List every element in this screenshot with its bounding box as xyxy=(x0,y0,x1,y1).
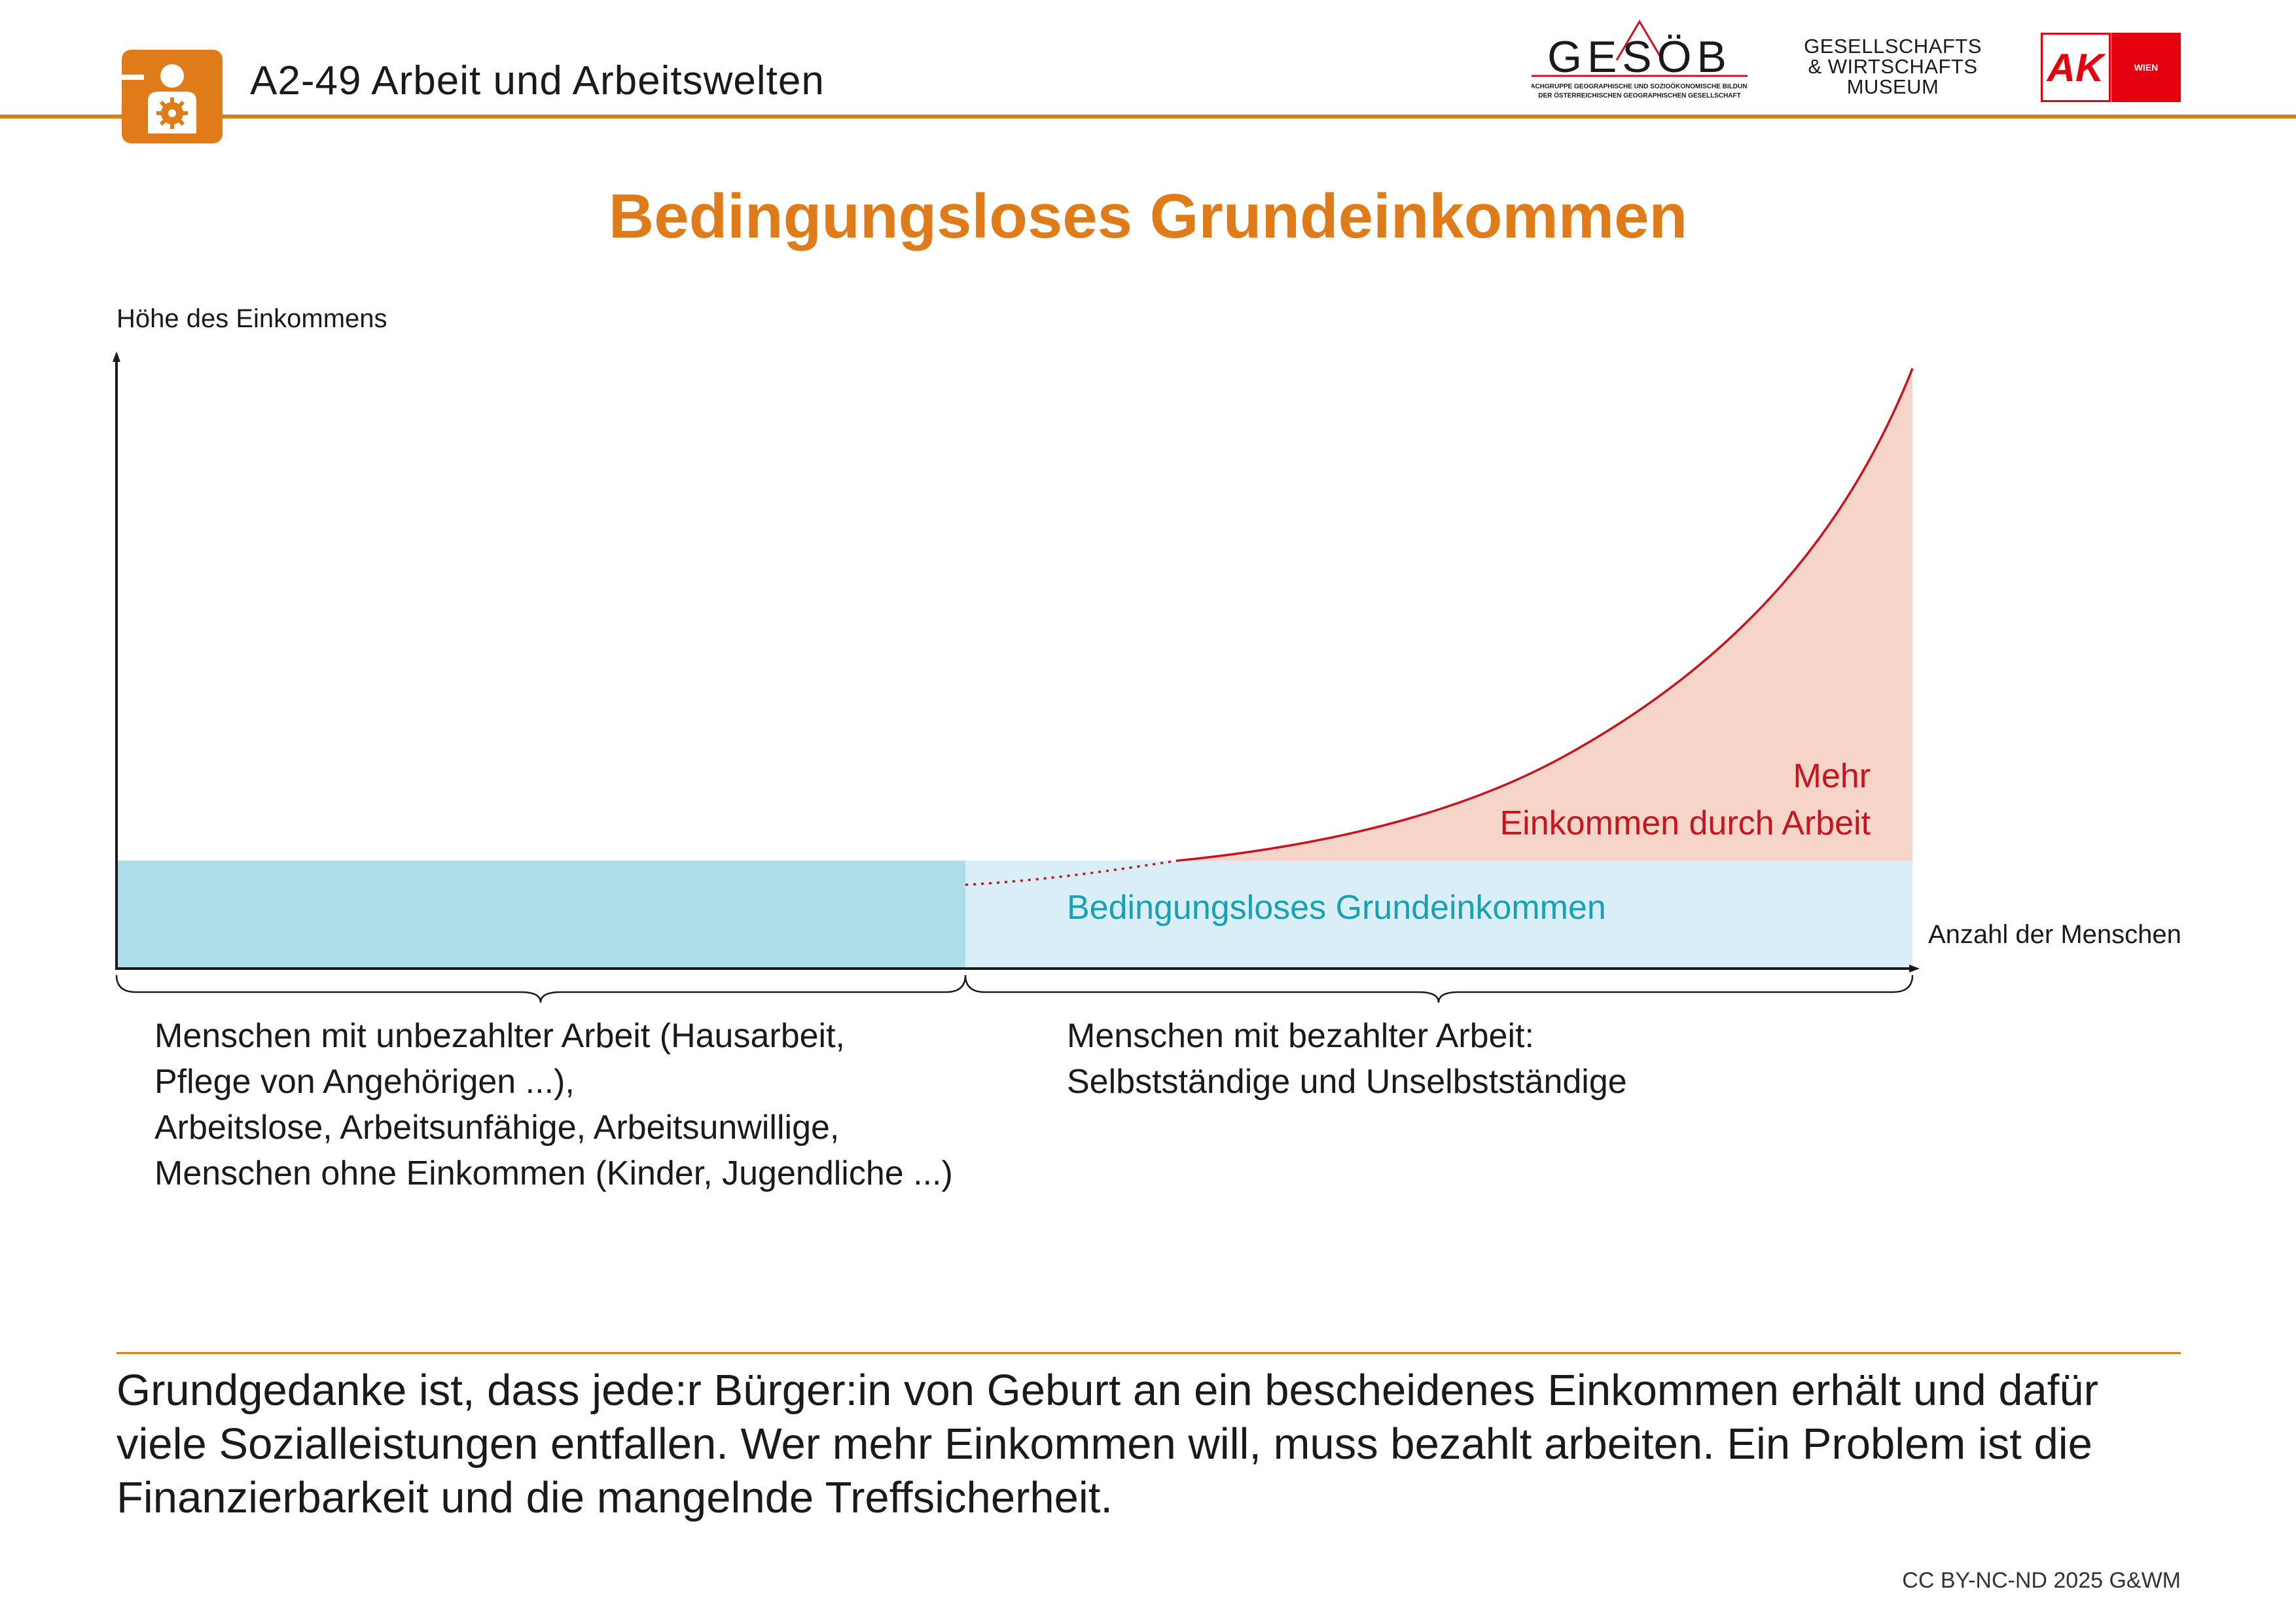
y-axis-label: Höhe des Einkommens xyxy=(117,304,387,333)
group-unpaid-line2: Pflege von Angehörigen ...), xyxy=(154,1063,575,1101)
brace-unpaid xyxy=(117,975,965,1003)
extra-income-label-line2: Einkommen durch Arbeit xyxy=(1499,804,1871,842)
footer-rule xyxy=(117,1352,2181,1354)
group-paid-line2: Selbstständige und Unselbstständige xyxy=(1067,1063,1627,1101)
unit-title: A2-49 Arbeit und Arbeitswelten xyxy=(250,58,825,103)
gesoeb-subline-1: FACHGRUPPE GEOGRAPHISCHE UND SOZIOÖKONOMISCHE BILDUNG xyxy=(1532,83,1748,90)
museum-line-2: & WIRTSCHAFTS xyxy=(1808,55,1978,78)
x-axis-label: Anzahl der Menschen xyxy=(1928,920,2181,949)
gesoeb-name: GESÖB xyxy=(1547,32,1732,82)
museum-line-1: GESELLSCHAFTS xyxy=(1804,35,1982,58)
summary-text: Grundgedanke ist, dass jede:r Bürger:in von Geburt an ein bescheidenes Einkommen erhält und dafür viele Sozialleistungen entfallen. Wer mehr Einkommen will, muss bezahlt arbeiten. Ein Problem ist die Finanzierbarkeit und die mangelnde Treffsicherheit. xyxy=(117,1366,2098,1522)
extra-income-label-line1: Mehr xyxy=(1793,757,1871,795)
license-text: CC BY-NC-ND 2025 G&WM xyxy=(1902,1568,2181,1593)
group-unpaid-line4: Menschen ohne Einkommen (Kinder, Jugendliche ...) xyxy=(154,1154,953,1192)
ak-name: AK xyxy=(2047,46,2104,90)
group-unpaid-line1: Menschen mit unbezahlter Arbeit (Hausarbeit, xyxy=(154,1017,845,1055)
ak-city: WIEN xyxy=(2134,62,2159,73)
extra-income-label xyxy=(1500,753,1871,847)
gesoeb-subline-2: DER ÖSTERREICHISCHEN GEOGRAPHISCHEN GESELLSCHAFT xyxy=(1538,92,1741,99)
group-unpaid-line3: Arbeitslose, Arbeitsunfähige, Arbeitsunwillige, xyxy=(154,1109,840,1147)
brace-paid xyxy=(965,975,1912,1003)
basic-income-label: Bedingungsloses Grundeinkommen xyxy=(1067,889,1606,927)
group-unpaid-description xyxy=(154,1013,953,1196)
group-paid-description xyxy=(1067,1013,1627,1105)
unpaid-region xyxy=(117,861,965,969)
group-paid-line1: Menschen mit bezahlter Arbeit: xyxy=(1067,1017,1534,1055)
museum-line-3: MUSEUM xyxy=(1846,75,1939,98)
page-title: Bedingungsloses Grundeinkommen xyxy=(608,181,1688,251)
